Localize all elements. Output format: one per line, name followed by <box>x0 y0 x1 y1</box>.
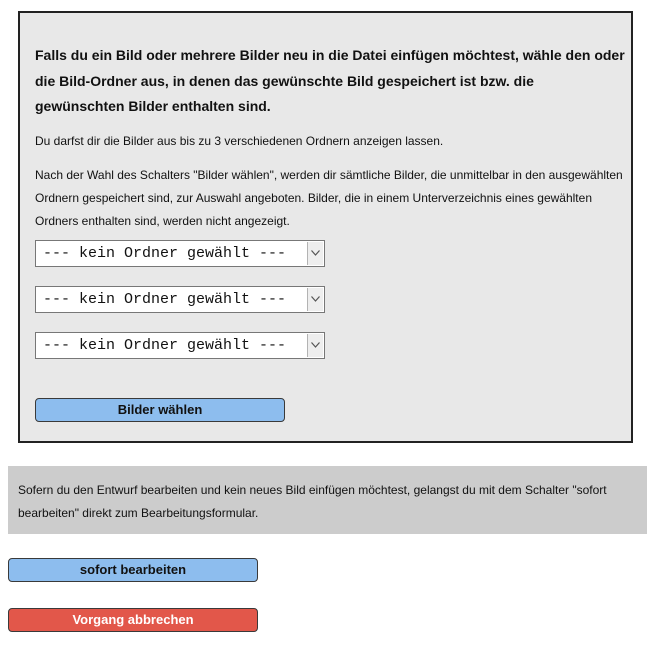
edit-info-panel <box>8 466 647 534</box>
chevron-down-icon <box>307 242 323 265</box>
folder-limit-note: Du darfst dir die Bilder aus bis zu 3 verschiedenen Ordnern anzeigen lassen. <box>35 134 444 148</box>
folder-select-2[interactable] <box>35 286 325 313</box>
intro-heading: Falls du ein Bild oder mehrere Bilder neu in die Datei einfügen möchtest, wähle den oder die Bild-Ordner aus, in denen das gewünschte Bild gespeichert ist bzw. die gewünschten Bilder enthalten sind. <box>35 47 625 114</box>
folder-select-3[interactable] <box>35 332 325 359</box>
selection-note: Nach der Wahl des Schalters "Bilder wählen", werden dir sämtliche Bilder, die unmittelbar in den ausgewählten Ordnern gespeichert sind, zur Auswahl angeboten. Bilder, die in einem Unterverzeichnis eines gewählten Ordners enthalten sind, werden nicht angezeigt. <box>35 168 623 228</box>
cancel-button[interactable]: Vorgang abbrechen <box>8 608 258 632</box>
edit-now-button[interactable]: sofort bearbeiten <box>8 558 258 582</box>
folder-select-3-value: --- kein Ordner gewählt --- <box>43 337 287 354</box>
edit-info-text: Sofern du den Entwurf bearbeiten und kein neues Bild einfügen möchtest, gelangst du mit dem Schalter "sofort bearbeiten" direkt zum Bearbeitungsformular. <box>18 483 607 520</box>
chevron-down-icon <box>307 334 323 357</box>
choose-images-button[interactable]: Bilder wählen <box>35 398 285 422</box>
folder-select-2-value: --- kein Ordner gewählt --- <box>43 291 287 308</box>
chevron-down-icon <box>307 288 323 311</box>
folder-selection-panel <box>18 11 633 443</box>
folder-select-1[interactable] <box>35 240 325 267</box>
folder-select-1-value: --- kein Ordner gewählt --- <box>43 245 287 262</box>
